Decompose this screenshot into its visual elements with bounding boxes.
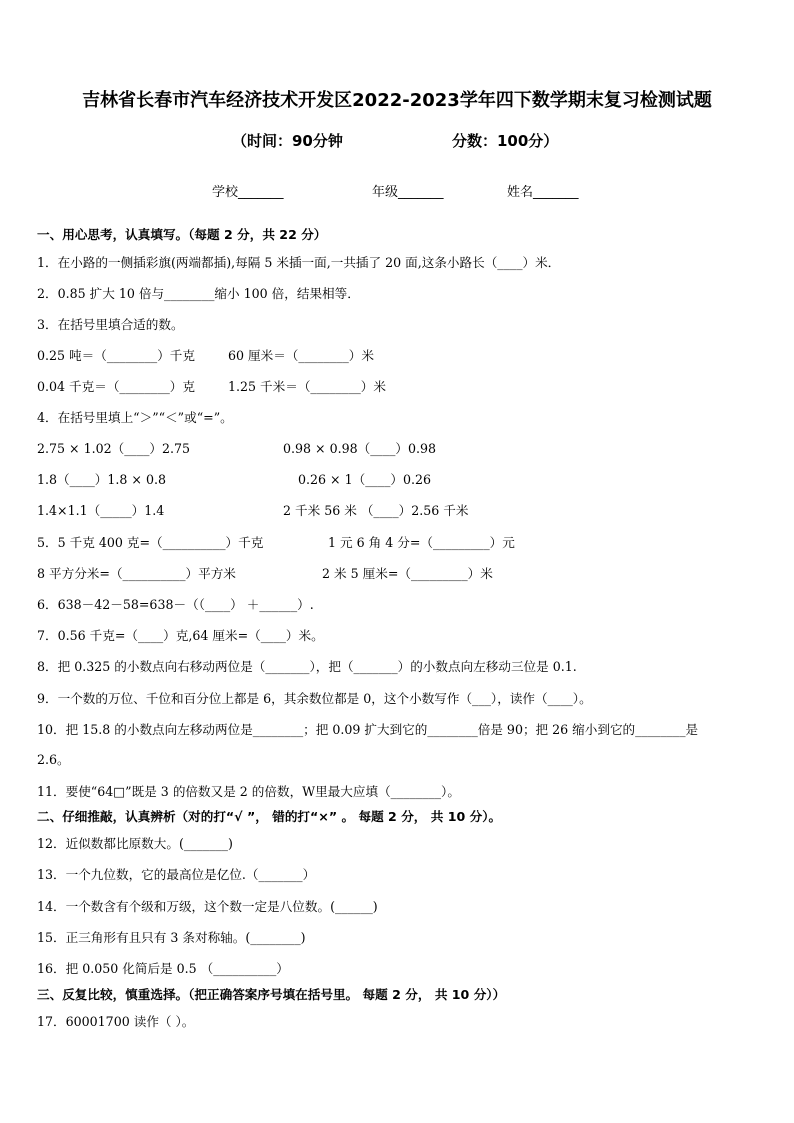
- question-3b: 60 厘米＝（________）米: [228, 348, 374, 363]
- question-4e: 1.4×1.1（_____）1.4: [37, 503, 165, 518]
- question-6: 6．638－42－58=638－（（____） ＋______）.: [37, 597, 314, 612]
- question-11: 11．要使“64□”既是 3 的倍数又是 2 的倍数，W里最大应填（________）。: [37, 784, 460, 799]
- question-5c: 8 平方分米=（__________）平方米: [37, 566, 236, 581]
- question-2: 2．0.85 扩大 10 倍与________缩小 100 倍，结果相等．: [37, 286, 360, 301]
- question-4a: 2.75 × 1.02（____）2.75: [37, 441, 191, 456]
- question-4c: 1.8（____）1.8 × 0.8: [37, 472, 167, 487]
- question-1: 1．在小路的一侧插彩旗(两端都插),每隔 5 米插一面,一共插了 20 面,这条小路长（____）米．: [37, 255, 561, 270]
- question-9: 9．一个数的万位、千位和百分位上都是 6，其余数位都是 0，这个小数写作（___），读作（____）。: [37, 691, 592, 706]
- question-3a: 0.25 吨＝（________）千克: [37, 348, 195, 363]
- grade-field: 年级_______: [372, 185, 444, 200]
- question-3: 3．在括号里填合适的数。: [37, 317, 184, 332]
- question-5b: 1 元 6 角 4 分=（_________）元: [328, 535, 515, 550]
- question-5a: 5．5 千克 400 克=（__________）千克: [37, 535, 264, 550]
- exam-score: 分数：100分）: [452, 132, 559, 150]
- question-12: 12．近似数都比原数大。(_______): [37, 836, 233, 851]
- question-4f: 2 千米 56 米 （____）2.56 千米: [283, 503, 469, 518]
- name-field: 姓名_______: [507, 185, 579, 200]
- question-4: 4．在括号里填上“＞”“＜”或“=”。: [37, 410, 233, 425]
- question-3d: 1.25 千米＝（________）米: [228, 379, 386, 394]
- school-field: 学校_______: [212, 185, 284, 200]
- question-14: 14．一个数含有个级和万级，这个数一定是八位数。(______): [37, 899, 378, 914]
- section-heading-3: 三、反复比较，慎重选择。（把正确答案序号填在括号里。 每题 2 分， 共 10 分））: [37, 987, 506, 1002]
- question-4d: 0.26 × 1（____）0.26: [298, 472, 432, 487]
- question-8: 8．把 0.325 的小数点向右移动两位是（_______），把（_______）的小数点向左移动三位是 0.1.: [37, 659, 577, 674]
- question-13: 13．一个九位数，它的最高位是亿位.（_______）: [37, 867, 316, 882]
- question-4b: 0.98 × 0.98（____）0.98: [283, 441, 437, 456]
- section-heading-2: 二、仔细推敲，认真辨析（对的打“√ ”， 错的打“×” 。 每题 2 分， 共 10 分）。: [37, 809, 502, 824]
- question-10: 10．把 15.8 的小数点向左移动两位是________；把 0.09 扩大到它的________倍是 90；把 26 缩小到它的________是: [37, 722, 699, 737]
- page-title: 吉林省长春市汽车经济技术开发区2022-2023学年四下数学期末复习检测试题: [82, 90, 712, 111]
- question-17: 17．60001700 读作（ ）。: [37, 1014, 195, 1029]
- question-7: 7．0.56 千克=（____）克,64 厘米=（____）米。: [37, 628, 324, 643]
- question-3c: 0.04 千克＝（________）克: [37, 379, 195, 394]
- question-10-cont: 2.6。: [37, 752, 70, 767]
- section-heading-1: 一、用心思考，认真填写。（每题 2 分，共 22 分）: [37, 227, 327, 242]
- exam-time: （时间：90分钟: [232, 132, 343, 150]
- question-5d: 2 米 5 厘米=（_________）米: [322, 566, 493, 581]
- question-16: 16．把 0.050 化简后是 0.5 （__________）: [37, 961, 289, 976]
- question-15: 15．正三角形有且只有 3 条对称轴。(________): [37, 930, 306, 945]
